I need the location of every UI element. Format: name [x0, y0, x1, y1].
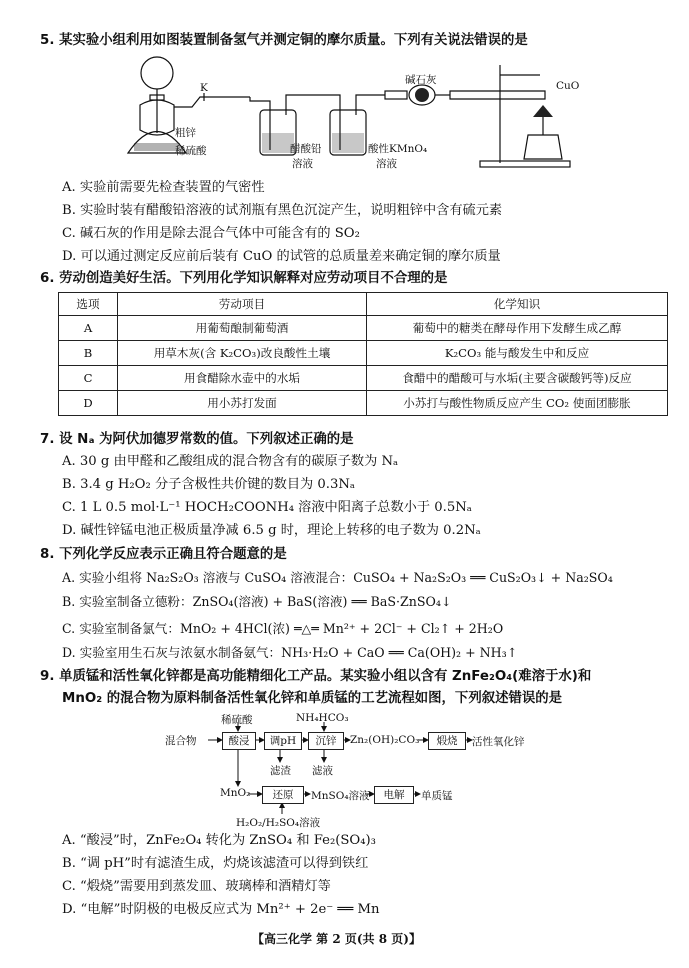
q9-stem-line1: 9. 单质锰和活性氧化锌都是高功能精细化工产品。某实验小组以含有 ZnFe₂O₄(难溶于水)和	[40, 669, 592, 684]
flow-residue: 滤渣	[270, 765, 291, 777]
q8-option-d: D. 实验室用生石灰与浓氨水制备氨气：NH₃·H₂O + CaO ══ Ca(OH)₂ + NH₃↑	[62, 645, 518, 660]
flow-mn: 单质锰	[421, 790, 453, 802]
flow-precip-box: 沉锌	[308, 732, 344, 750]
q8-option-a: A. 实验小组将 Na₂S₂O₃ 溶液与 CuSO₄ 溶液混合：CuSO₄ + Na₂S₂O₃ ══ CuS₂O₃↓ + Na₂SO₄	[62, 570, 613, 585]
q9-option-c: C. “煅烧”需要用到蒸发皿、玻璃棒和酒精灯等	[62, 879, 331, 894]
q5-option-c: C. 碱石灰的作用是除去混合气体中可能含有的 SO₂	[62, 226, 360, 241]
flow-mno2: MnO₂	[220, 787, 251, 799]
q8-option-b: B. 实验室制备立德粉：ZnSO₄(溶液) + BaS(溶液) ══ BaS·ZnSO₄↓	[62, 594, 452, 609]
table-header-row	[59, 293, 668, 316]
flow-ph-box: 调pH	[264, 732, 302, 750]
q8-stem: 8. 下列化学反应表示正确且符合题意的是	[40, 547, 287, 562]
flow-electrolysis-box: 电解	[374, 786, 414, 804]
label-lead-acetate: 醋酸铅	[290, 143, 322, 155]
header-labor: 劳动项目	[118, 293, 367, 316]
q8-option-c: C. 实验室制备氯气：MnO₂ + 4HCl(浓) ═△═ Mn²⁺ + 2Cl⁻ + Cl₂↑ + 2H₂O	[62, 621, 504, 636]
q9-flow-arrows	[160, 712, 540, 827]
q9-option-d: D. “电解”时阴极的电极反应式为 Mn²⁺ + 2e⁻ ══ Mn	[62, 902, 380, 917]
label-kmno4: 酸性KMnO₄	[368, 143, 428, 155]
flow-mnso4: MnSO₄溶液	[311, 790, 370, 802]
flow-zinc-carbonate: Zn₂(OH)₂CO₃	[350, 734, 420, 746]
q6-table	[58, 292, 668, 416]
flow-filtrate: 滤液	[312, 765, 333, 777]
flow-acid: 稀硫酸	[221, 714, 253, 726]
q5-option-a: A. 实验前需要先检查装置的气密性	[62, 180, 265, 195]
flow-reagent: H₂O₂/H₂SO₄溶液	[236, 817, 321, 829]
label-kmno4-solution: 溶液	[376, 158, 397, 170]
flow-leach-box: 酸浸	[222, 732, 256, 750]
q7-option-d: D. 碱性锌锰电池正极质量净减 6.5 g 时，理论上转移的电子数为 0.2Nₐ	[62, 523, 481, 538]
q9-stem-line2: MnO₂ 的混合物为原料制备活性氧化锌和单质锰的工艺流程如图，下列叙述错误的是	[62, 691, 563, 706]
q5-option-d: D. 可以通过测定反应前后装有 CuO 的试管的总质量差来确定铜的摩尔质量	[62, 249, 501, 264]
q7-option-a: A. 30 g 由甲醛和乙酸组成的混合物含有的碳原子数为 Nₐ	[62, 454, 399, 469]
flow-feed: 混合物	[165, 735, 197, 747]
cell-chemistry: 葡萄中的糖类在酵母作用下发酵生成乙醇	[367, 316, 668, 341]
cell-labor: 用草木灰(含 K₂CO₃)改良酸性土壤	[118, 341, 367, 366]
label-zinc: 粗锌	[175, 127, 196, 139]
q7-stem: 7. 设 Nₐ 为阿伏加德罗常数的值。下列叙述正确的是	[40, 432, 354, 447]
cell-chemistry: 小苏打与酸性物质反应产生 CO₂ 使面团膨胀	[367, 391, 668, 416]
label-acid: 稀硫酸	[175, 145, 207, 157]
cell-chemistry: K₂CO₃ 能与酸发生中和反应	[367, 341, 668, 366]
flow-reduce-box: 还原	[262, 786, 304, 804]
page-footer: 【高三化学 第 2 页(共 8 页)】	[252, 932, 421, 946]
cell-option: A	[59, 316, 118, 341]
flow-zno: 活性氧化锌	[472, 736, 525, 748]
cell-chemistry: 食醋中的醋酸可与水垢(主要含碳酸钙等)反应	[367, 366, 668, 391]
label-soda-lime: 碱石灰	[405, 74, 437, 86]
q7-option-b: B. 3.4 g H₂O₂ 分子含极性共价键的数目为 0.3Nₐ	[62, 477, 355, 492]
header-chemistry: 化学知识	[367, 293, 668, 316]
table-row	[59, 316, 668, 341]
table-row	[59, 391, 668, 416]
label-k: K	[200, 82, 208, 94]
table-row	[59, 366, 668, 391]
q5-option-b: B. 实验时装有醋酸铅溶液的试剂瓶有黑色沉淀产生，说明粗锌中含有硫元素	[62, 203, 503, 218]
q6-stem: 6. 劳动创造美好生活。下列用化学知识解释对应劳动项目不合理的是	[40, 271, 448, 286]
header-option: 选项	[59, 293, 118, 316]
cell-labor: 用食醋除水壶中的水垢	[118, 366, 367, 391]
cell-option: D	[59, 391, 118, 416]
label-lead-solution: 溶液	[292, 158, 313, 170]
cell-labor: 用葡萄酿制葡萄酒	[118, 316, 367, 341]
q5-stem: 5. 某实验小组利用如图装置制备氢气并测定铜的摩尔质量。下列有关说法错误的是	[40, 33, 528, 48]
cell-option: C	[59, 366, 118, 391]
q9-option-a: A. “酸浸”时，ZnFe₂O₄ 转化为 ZnSO₄ 和 Fe₂(SO₄)₃	[62, 833, 376, 848]
q7-option-c: C. 1 L 0.5 mol·L⁻¹ HOCH₂COONH₄ 溶液中阳离子总数小于 0.5Nₐ	[62, 500, 472, 515]
q9-option-b: B. “调 pH”时有滤渣生成，灼烧该滤渣可以得到铁红	[62, 856, 369, 871]
label-cuo: CuO	[556, 80, 580, 92]
flow-calcine-box: 煅烧	[428, 732, 466, 750]
flow-nh4hco3: NH₄HCO₃	[296, 712, 349, 724]
cell-labor: 用小苏打发面	[118, 391, 367, 416]
table-row	[59, 341, 668, 366]
cell-option: B	[59, 341, 118, 366]
